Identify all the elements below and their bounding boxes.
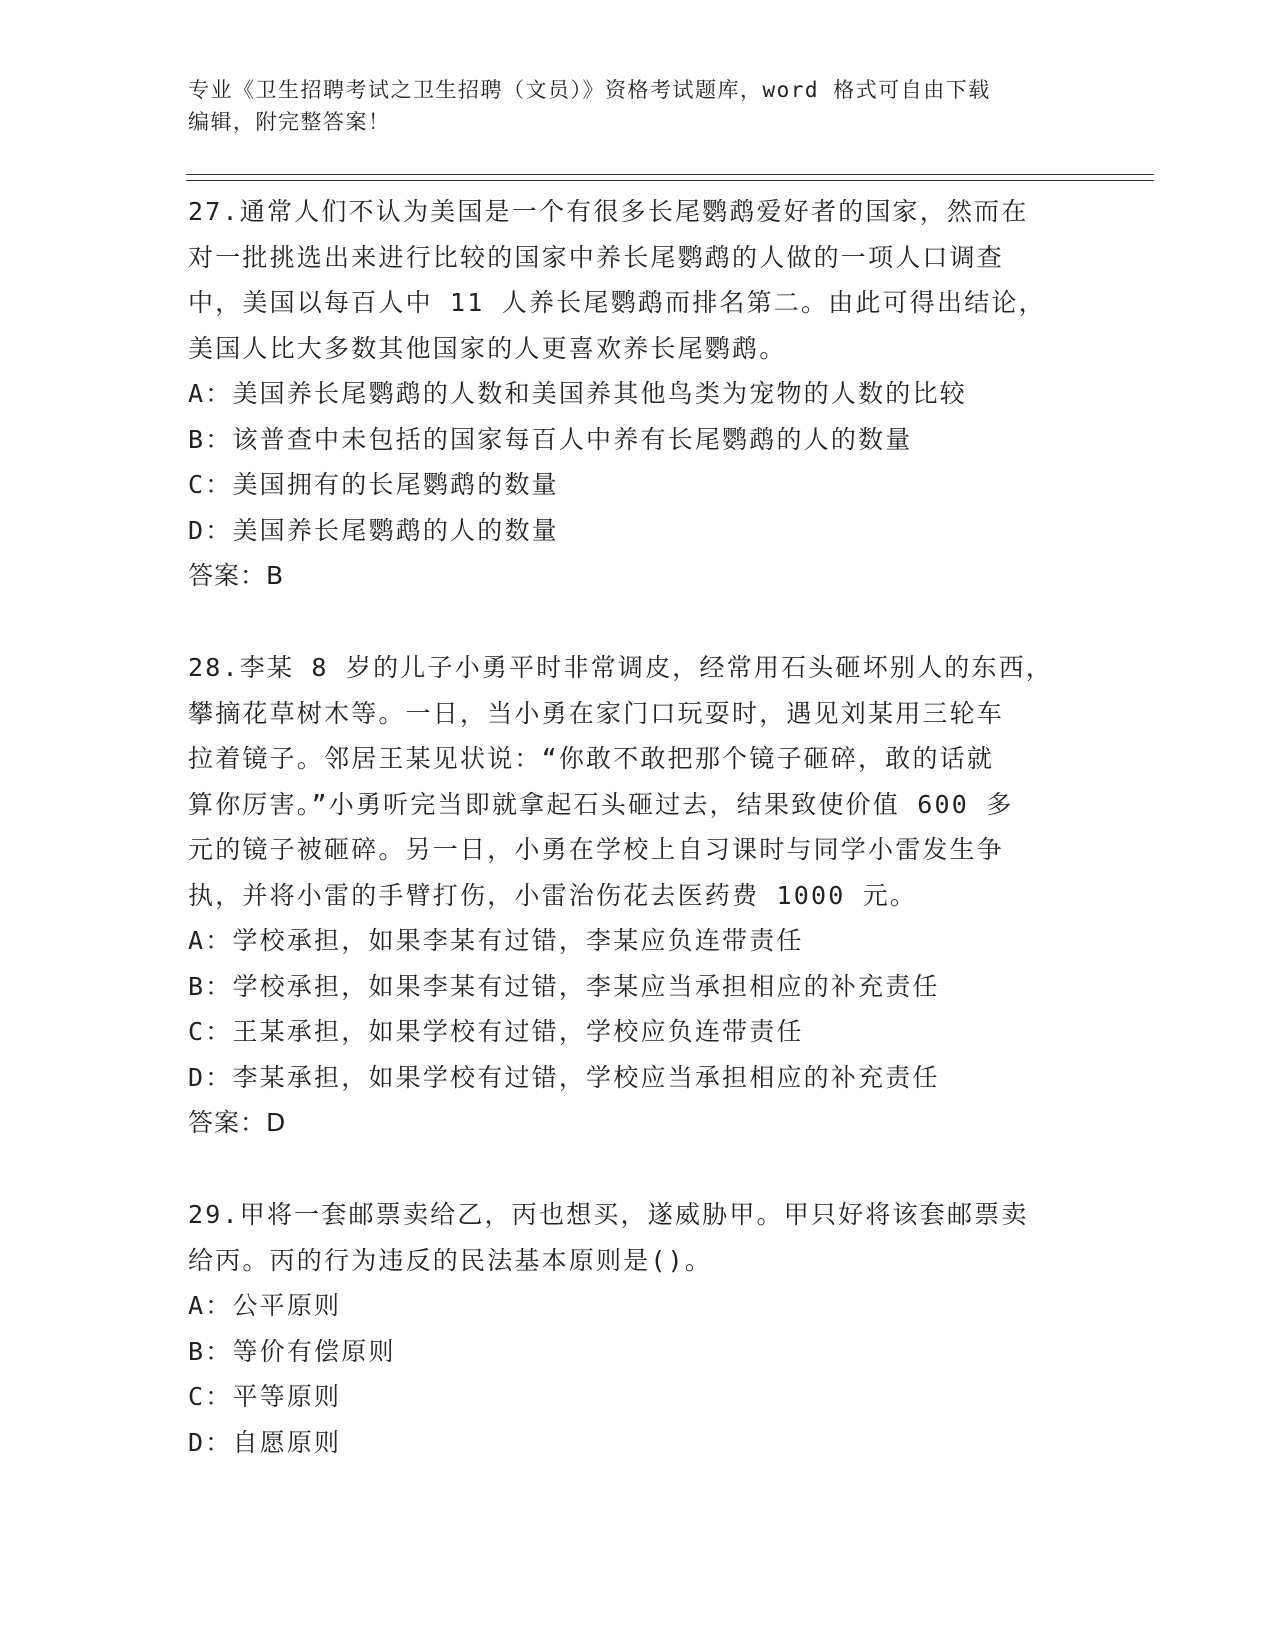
question-stem [188, 645, 1088, 918]
option-d: D：李某承担，如果学校有过错，学校应当承担相应的补充责任 [188, 1062, 940, 1092]
option-c: C：平等原则 [188, 1382, 342, 1411]
stem-line: 对一批挑选出来进行比较的国家中养长尾鹦鹉的人做的一项人口调查 [188, 242, 1005, 272]
answer-line: 答案：B [188, 561, 285, 590]
option-b: B：等价有偿原则 [188, 1336, 396, 1366]
option-c: C：王某承担，如果学校有过错，学校应负连带责任 [188, 1017, 804, 1046]
header-line-2: 编辑，附完整答案！ [188, 110, 391, 134]
stem-line: 29.甲将一套邮票卖给乙，丙也想买，遂威胁甲。甲只好将该套邮票卖 [188, 1200, 1029, 1229]
header-divider-top [186, 174, 1154, 175]
option-b: B：学校承担，如果李某有过错，李某应当承担相应的补充责任 [188, 971, 940, 1001]
question-29 [188, 1192, 1088, 1465]
stem-line: 美国人比大多数其他国家的人更喜欢养长尾鹦鹉。 [188, 333, 787, 363]
header-line-1: 专业《卫生招聘考试之卫生招聘（文员）》资格考试题库，word 格式可自由下载 [188, 78, 991, 102]
stem-line: 元的镜子被砸碎。另一日，小勇在学校上自习课时与同学小雷发生争 [188, 835, 1005, 864]
stem-line: 拉着镜子。邻居王某见状说：“你敢不敢把那个镜子砸碎，敢的话就 [188, 744, 995, 773]
stem-line: 27.通常人们不认为美国是一个有很多长尾鹦鹉爱好者的国家，然而在 [188, 197, 1029, 226]
question-stem [188, 189, 1088, 371]
document-header [188, 74, 1088, 138]
header-divider-bottom [186, 180, 1154, 181]
stem-line: 算你厉害。”小勇听完当即就拿起石头砸过去，结果致使价值 600 多 [188, 789, 1014, 819]
stem-line: 给丙。丙的行为违反的民法基本原则是()。 [188, 1245, 713, 1275]
option-d: D：美国养长尾鹦鹉的人的数量 [188, 515, 559, 545]
stem-line: 执，并将小雷的手臂打伤，小雷治伤花去医药费 1000 元。 [188, 880, 918, 910]
stem-line: 攀摘花草树木等。一日，当小勇在家门口玩耍时，遇见刘某用三轮车 [188, 698, 1005, 728]
option-a: A：美国养长尾鹦鹉的人数和美国养其他鸟类为宠物的人数的比较 [188, 379, 967, 408]
stem-line: 中，美国以每百人中 11 人养长尾鹦鹉而排名第二。由此可得出结论， [188, 288, 1046, 317]
answer-line: 答案：D [188, 1108, 287, 1137]
option-d: D：自愿原则 [188, 1427, 342, 1457]
question-stem [188, 1192, 1088, 1283]
option-a: A：公平原则 [188, 1291, 342, 1320]
option-c: C：美国拥有的长尾鹦鹉的数量 [188, 470, 559, 499]
question-27 [188, 189, 1088, 599]
option-b: B：该普查中未包括的国家每百人中养有长尾鹦鹉的人的数量 [188, 424, 913, 454]
question-28 [188, 645, 1088, 1146]
option-a: A：学校承担，如果李某有过错，李某应负连带责任 [188, 926, 804, 955]
stem-line: 28.李某 8 岁的儿子小勇平时非常调皮，经常用石头砸坏别人的东西， [188, 653, 1054, 682]
